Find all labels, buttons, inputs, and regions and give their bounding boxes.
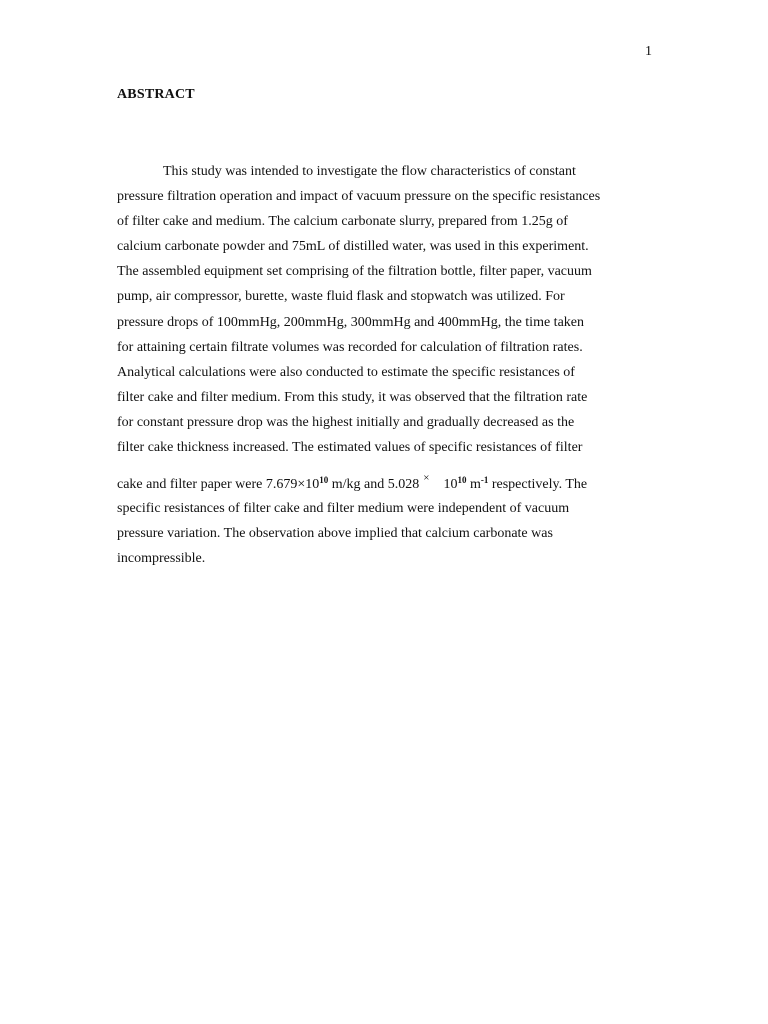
abstract-line: The assembled equipment set comprising of the filtration bottle, filter paper, vacuum	[117, 264, 592, 280]
times-symbol: ×	[423, 472, 430, 485]
abstract-line: filter cake and filter medium. From this study, it was observed that the filtration rate	[117, 389, 588, 405]
abstract-line: pressure variation. The observation above implied that calcium carbonate was	[117, 526, 553, 542]
abstract-line: pump, air compressor, burette, waste fluid flask and stopwatch was utilized. For	[117, 289, 565, 305]
text-run: respectively. The	[488, 477, 588, 493]
text-run: 10	[443, 477, 458, 493]
text-run: m	[466, 477, 481, 493]
abstract-line: for attaining certain filtrate volumes was recorded for calculation of filtration rates.	[117, 339, 583, 355]
abstract-line: for constant pressure drop was the highest initially and gradually decreased as the	[117, 414, 575, 430]
exponent: -1	[480, 475, 489, 486]
text-run: m/kg and 5.028	[328, 477, 420, 493]
exponent: 10	[457, 475, 467, 486]
exponent: 10	[319, 475, 329, 486]
abstract-heading: ABSTRACT	[117, 87, 195, 102]
abstract-line: incompressible.	[117, 551, 206, 567]
abstract-line: filter cake thickness increased. The estimated values of specific resistances of filter	[117, 440, 583, 456]
text-run: cake and filter paper were 7.679×10	[117, 477, 320, 493]
abstract-line: specific resistances of filter cake and filter medium were independent of vacuum	[117, 501, 570, 517]
abstract-line: calcium carbonate powder and 75mL of distilled water, was used in this experiment.	[117, 239, 589, 255]
abstract-body	[117, 159, 662, 571]
abstract-line-formula	[117, 460, 662, 496]
abstract-line: pressure filtration operation and impact of vacuum pressure on the specific resistances	[117, 189, 601, 205]
page-number: 1	[645, 44, 652, 59]
abstract-line: Analytical calculations were also conducted to estimate the specific resistances of	[117, 364, 575, 380]
abstract-line: of filter cake and medium. The calcium carbonate slurry, prepared from 1.25g of	[117, 214, 568, 230]
abstract-line: pressure drops of 100mmHg, 200mmHg, 300mmHg and 400mmHg, the time taken	[117, 314, 584, 330]
abstract-line: This study was intended to investigate the flow characteristics of constant	[163, 164, 576, 179]
